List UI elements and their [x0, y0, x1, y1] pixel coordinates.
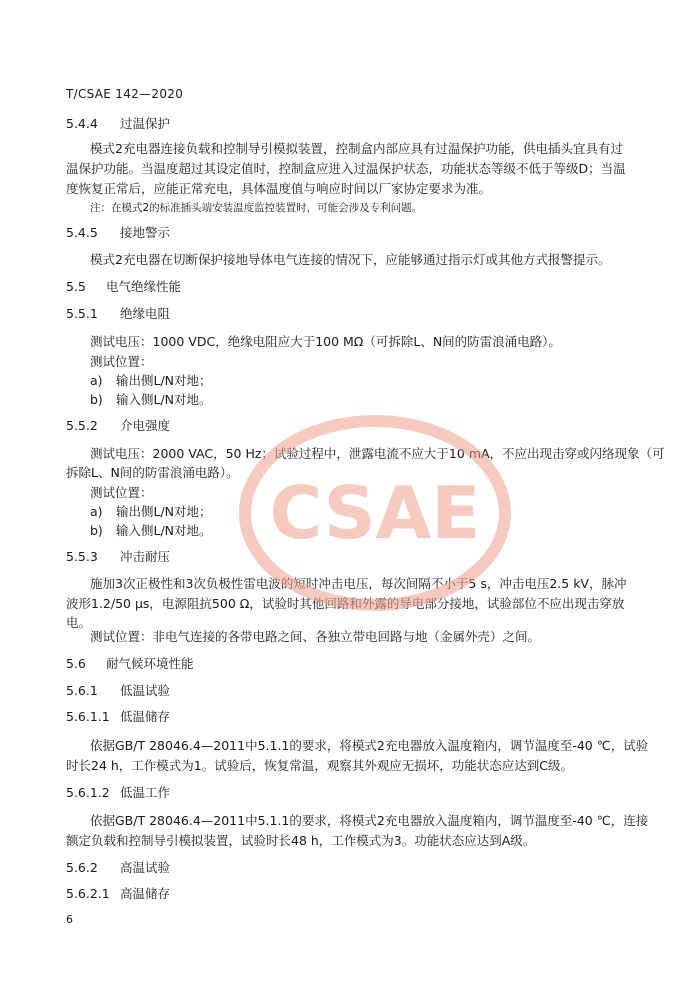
paragraph-line: 度恢复正常后，应能正常充电，具体温度值与响应时间以厂家协定要求为准。 — [66, 181, 492, 196]
section-number: 5.4.4 — [66, 116, 98, 131]
section-5-6-heading — [66, 656, 194, 672]
section-title: 冲击耐压 — [120, 549, 171, 564]
section-title: 高温储存 — [120, 886, 171, 901]
watermark-text: CSAE — [269, 471, 481, 555]
paragraph-line: 测试电压：1000 VDC，绝缘电阻应大于100 MΩ（可拆除L、N间的防雷浪涌电路）。 — [90, 334, 561, 349]
section-number: 5.6.1.1 — [66, 709, 110, 724]
section-5-5-1-heading — [66, 306, 170, 322]
list-marker: a) — [90, 504, 103, 519]
paragraph-line: 测试位置：非电气连接的各带电路之间、各独立带电回路与地（金属外壳）之间。 — [90, 629, 541, 644]
list-text: 输入侧L/N对地。 — [116, 523, 212, 538]
list-text: 输出侧L/N对地； — [116, 373, 212, 388]
section-number: 5.6.2 — [66, 860, 98, 875]
paragraph-line: 测试位置： — [90, 354, 153, 369]
list-marker: b) — [90, 523, 103, 538]
paragraph-line: 测试电压：2000 VAC，50 Hz；试验过程中，泄露电流不应大于10 mA，不应出现击穿或闪络现象（可 — [90, 446, 665, 461]
section-title: 绝缘电阻 — [120, 306, 171, 321]
paragraph-line: 拆除L、N间的防雷浪涌电路）。 — [66, 465, 239, 480]
paragraph-line: 施加3次正极性和3次负极性雷电波的短时冲击电压，每次间隔不小于5 s，冲击电压2.5 kV，脉冲 — [90, 576, 627, 591]
section-number: 5.5.1 — [66, 306, 98, 321]
section-5-4-4-heading — [66, 116, 170, 132]
section-title: 介电强度 — [120, 418, 171, 433]
section-5-6-1-heading — [66, 683, 170, 699]
list-item — [90, 373, 212, 389]
list-marker: b) — [90, 392, 103, 407]
note: 注：在模式2的标准插头端安装温度监控装置时，可能会涉及专利问题。 — [90, 202, 423, 214]
document-code: T/CSAE 142—2020 — [66, 87, 184, 101]
section-title: 低温储存 — [120, 709, 171, 724]
section-5-5-heading — [66, 279, 181, 295]
section-number: 5.6.1 — [66, 683, 98, 698]
page-number: 6 — [66, 913, 73, 926]
section-number: 5.5.2 — [66, 418, 98, 433]
section-5-6-1-1-heading — [66, 709, 170, 725]
list-item — [90, 392, 212, 408]
section-title: 接地警示 — [120, 225, 171, 240]
list-marker: a) — [90, 373, 103, 388]
section-title: 低温工作 — [120, 785, 171, 800]
section-title: 过温保护 — [120, 116, 171, 131]
section-5-6-2-heading — [66, 860, 170, 876]
list-text: 输入侧L/N对地。 — [116, 392, 212, 407]
list-item — [90, 523, 212, 539]
section-number: 5.6.1.2 — [66, 785, 110, 800]
section-title: 耐气候环境性能 — [106, 656, 194, 671]
paragraph-line: 依据GB/T 28046.4—2011中5.1.1的要求，将模式2充电器放入温度箱内，调节温度至-40 ℃，试验 — [90, 738, 649, 753]
paragraph-line: 波形1.2/50 μs，电源阻抗500 Ω，试验时其他回路和外露的导电部分接地，试验部位不应出现击穿放 — [66, 596, 625, 611]
section-number: 5.6 — [66, 656, 86, 671]
section-title: 高温试验 — [120, 860, 171, 875]
list-text: 输出侧L/N对地； — [116, 504, 212, 519]
paragraph-line: 电。 — [66, 615, 92, 630]
section-number: 5.5.3 — [66, 549, 98, 564]
section-5-6-1-2-heading — [66, 785, 170, 801]
section-5-5-2-heading — [66, 418, 170, 434]
section-number: 5.6.2.1 — [66, 886, 110, 901]
paragraph-line: 温保护功能。当温度超过其设定值时，控制盒应进入过温保护状态，功能状态等级不低于等级D；当温 — [66, 161, 626, 176]
section-5-4-5-heading — [66, 225, 170, 241]
paragraph-line: 额定负载和控制导引模拟装置，试验时长48 h，工作模式为3。功能状态应达到A级。 — [66, 833, 536, 848]
section-number: 5.4.5 — [66, 225, 98, 240]
section-5-6-2-1-heading — [66, 886, 170, 902]
list-item — [90, 504, 212, 520]
section-number: 5.5 — [66, 279, 86, 294]
paragraph-line: 依据GB/T 28046.4—2011中5.1.1的要求，将模式2充电器放入温度箱内，调节温度至-40 ℃，连接 — [90, 813, 649, 828]
paragraph-line: 测试位置： — [90, 485, 153, 500]
paragraph-line: 模式2充电器连接负载和控制导引模拟装置，控制盒内部应具有过温保护功能，供电插头宜具有过 — [90, 141, 623, 156]
paragraph-line: 模式2充电器在切断保护接地导体电气连接的情况下，应能够通过指示灯或其他方式报警提示。 — [90, 252, 611, 267]
paragraph-line: 时长24 h，工作模式为1。试验后，恢复常温，观察其外观应无损坏，功能状态应达到C级。 — [66, 758, 573, 773]
section-title: 低温试验 — [120, 683, 171, 698]
section-title: 电气绝缘性能 — [106, 279, 182, 294]
section-5-5-3-heading — [66, 549, 170, 565]
